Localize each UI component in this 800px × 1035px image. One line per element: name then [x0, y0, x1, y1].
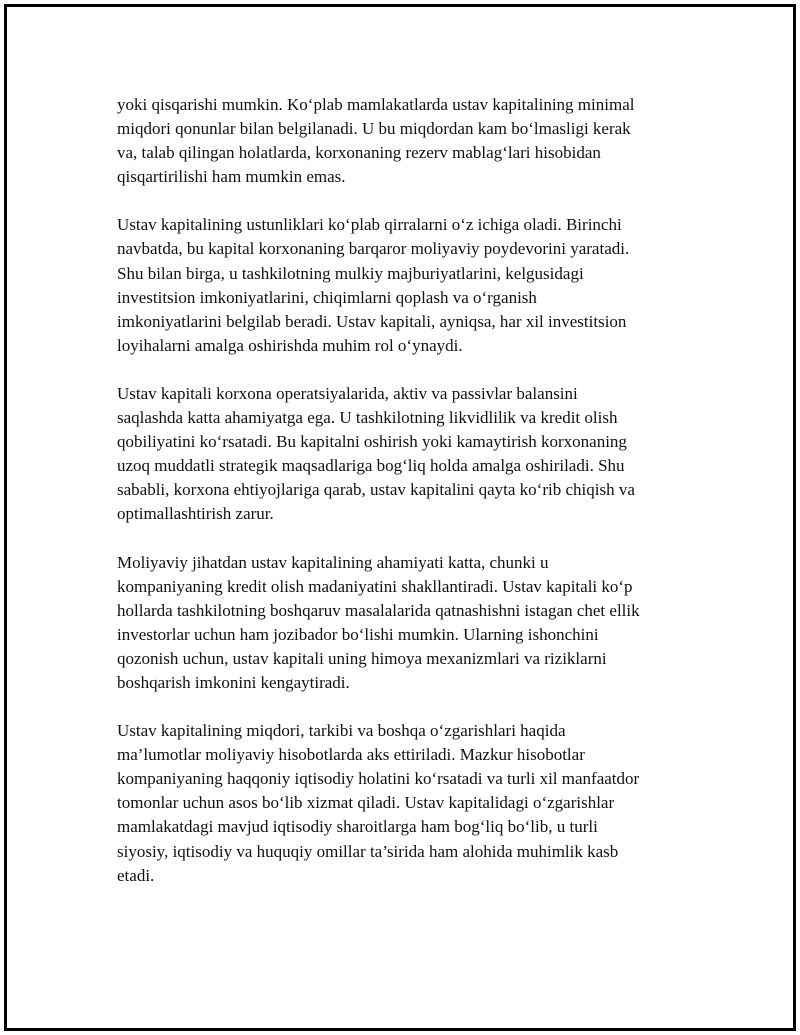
text-line: kompaniyaning kredit olish madaniyatini shakllantiradi. Ustav kapitali ko‘p — [117, 576, 633, 596]
text-line: kompaniyaning haqqoniy iqtisodiy holatini ko‘rsatadi va turli xil manfaatdor — [117, 769, 640, 789]
text-line: etadi. — [117, 865, 155, 885]
document-body — [117, 93, 697, 912]
text-line: Moliyaviy jihatdan ustav kapitalining ahamiyati katta, chunki u — [117, 552, 549, 572]
text-line: investorlar uchun ham jozibador bo‘lishi mumkin. Ularning ishonchini — [117, 624, 599, 644]
text-line: ma’lumotlar moliyaviy hisobotlarda aks ettiriladi. Mazkur hisobotlar — [117, 745, 585, 765]
text-line: va, talab qilingan holatlarda, korxonaning rezerv mablag‘lari hisobidan — [117, 143, 601, 163]
text-line: Shu bilan birga, u tashkilotning mulkiy majburiyatlarini, kelgusidagi — [117, 263, 584, 283]
text-line: Ustav kapitalining miqdori, tarkibi va boshqa o‘zgarishlari haqida — [117, 721, 566, 741]
text-line: imkoniyatlarini belgilab beradi. Ustav kapitali, ayniqsa, har xil investitsion — [117, 311, 627, 331]
text-line: Ustav kapitalining ustunliklari ko‘plab qirralarni o‘z ichiga oladi. Birinchi — [117, 215, 622, 235]
text-line: sababli, korxona ehtiyojlariga qarab, ustav kapitalini qayta ko‘rib chiqish va — [117, 480, 635, 500]
text-line: miqdori qonunlar bilan belgilanadi. U bu miqdordan kam bo‘lmasligi kerak — [117, 119, 631, 139]
paragraph-1 — [117, 93, 697, 189]
text-line: boshqarish imkonini kengaytiradi. — [117, 672, 350, 692]
text-line: yoki qisqarishi mumkin. Ko‘plab mamlakatlarda ustav kapitalining minimal — [117, 95, 635, 114]
text-line: qozonish uchun, ustav kapitali uning himoya mexanizmlari va riziklarni — [117, 648, 607, 668]
paragraph-4 — [117, 551, 697, 696]
text-line: siyosiy, iqtisodiy va huquqiy omillar ta’sirida ham alohida muhimlik kasb — [117, 841, 619, 861]
text-line: qisqartirilishi ham mumkin emas. — [117, 167, 346, 187]
text-line: qobiliyatini ko‘rsatadi. Bu kapitalni oshirish yoki kamaytirish korxonaning — [117, 432, 627, 452]
text-line: navbatda, bu kapital korxonaning barqaror moliyaviy poydevorini yaratadi. — [117, 239, 630, 259]
paragraph-3 — [117, 382, 697, 527]
paragraph-2 — [117, 213, 697, 358]
text-line: hollarda tashkilotning boshqaruv masalalarida qatnashishni istagan chet ellik — [117, 600, 640, 620]
text-line: investitsion imkoniyatlarini, chiqimlarni qoplash va o‘rganish — [117, 287, 537, 307]
text-line: uzoq muddatli strategik maqsadlariga bog‘liq holda amalga oshiriladi. Shu — [117, 456, 625, 476]
text-line: saqlashda katta ahamiyatga ega. U tashkilotning likvidlilik va kredit olish — [117, 408, 618, 428]
text-line: optimallashtirish zarur. — [117, 504, 274, 524]
text-line: Ustav kapitali korxona operatsiyalarida, aktiv va passivlar balansini — [117, 383, 578, 403]
text-line: loyihalarni amalga oshirishda muhim rol o‘ynaydi. — [117, 335, 463, 355]
text-line: tomonlar uchun asos bo‘lib xizmat qiladi. Ustav kapitalidagi o‘zgarishlar — [117, 793, 615, 813]
paragraph-5 — [117, 719, 697, 888]
text-line: mamlakatdagi mavjud iqtisodiy sharoitlarga ham bog‘liq bo‘lib, u turli — [117, 817, 598, 837]
